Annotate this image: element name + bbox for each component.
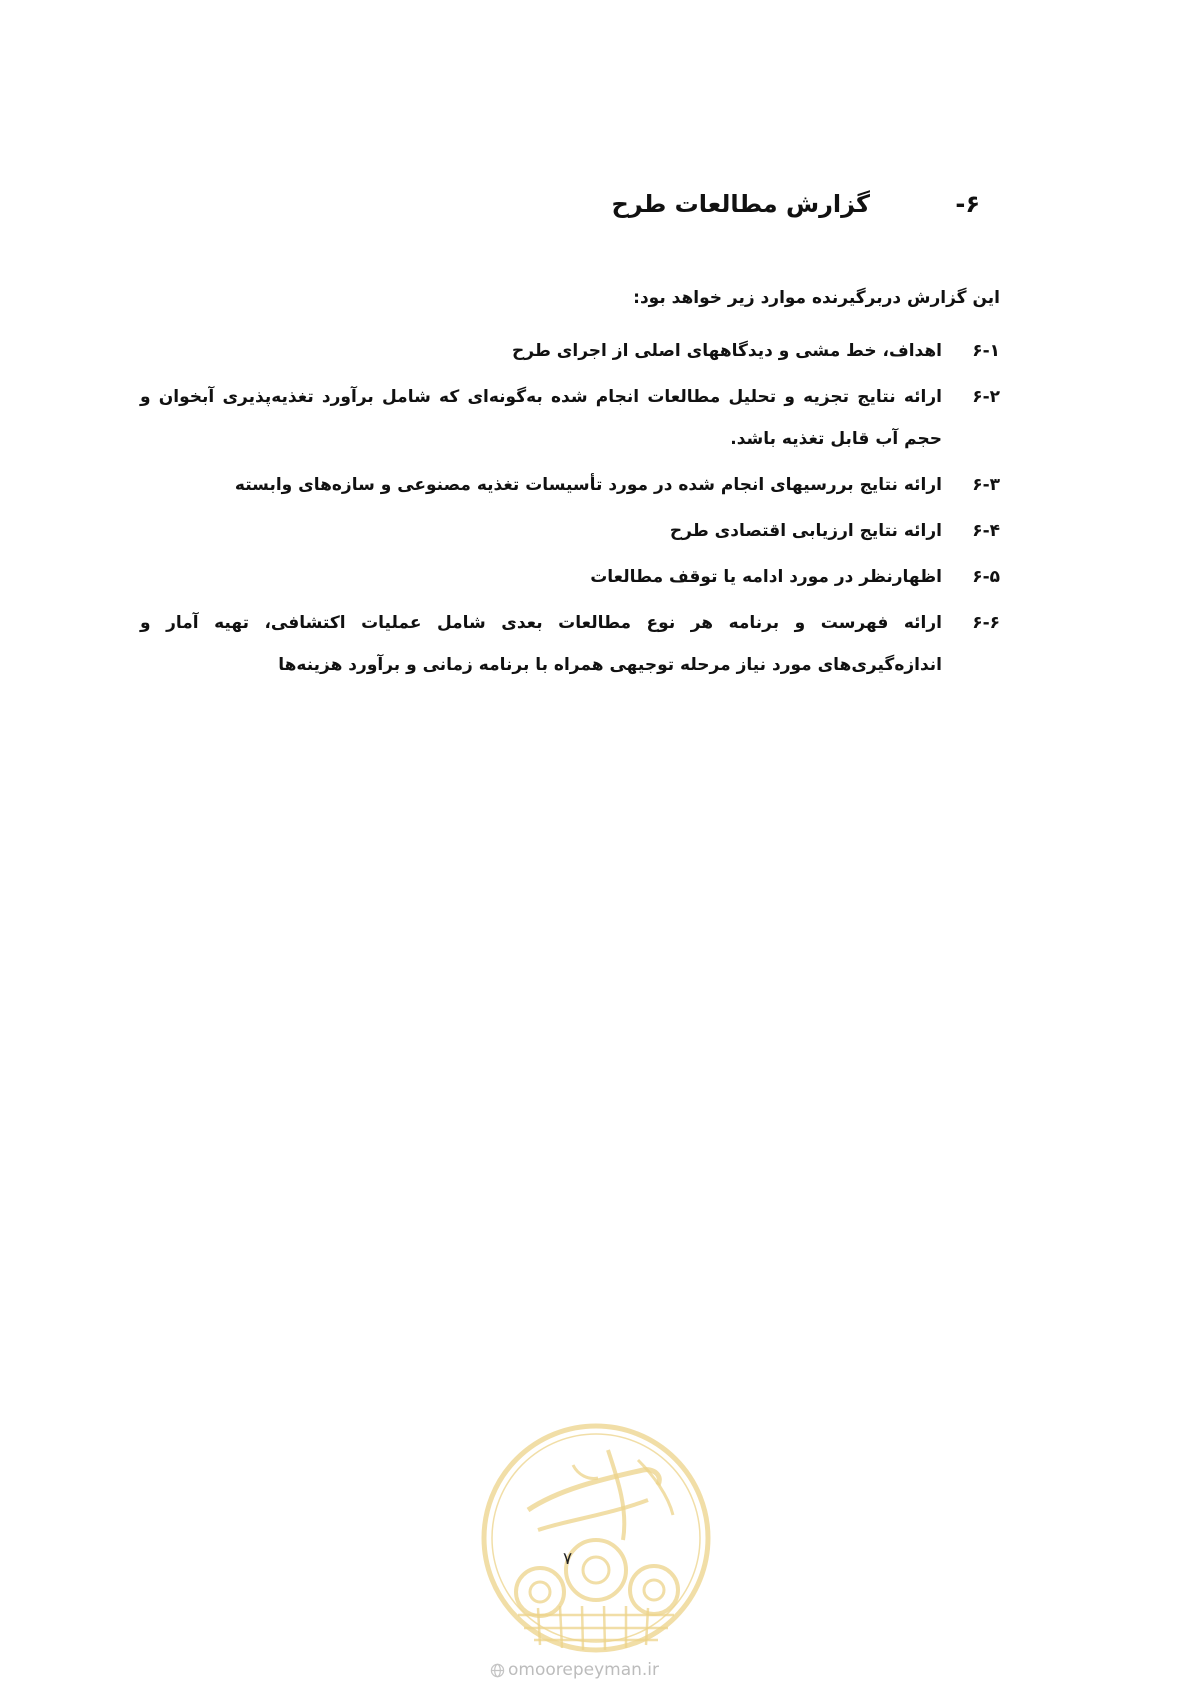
item-number: ۶-۲ [972, 387, 1000, 407]
watermark-seal-icon [478, 1420, 714, 1656]
page-number: ۷ [563, 1549, 573, 1569]
item-text: اظهارنظر در مورد ادامه یا توقف مطالعات [590, 567, 942, 587]
item-text: ارائه نتایج بررسیهای انجام شده در مورد تأسیسات تغذیه مصنوعی و سازه‌های وابسته [234, 475, 942, 495]
list-item [140, 464, 1000, 506]
list-item [140, 556, 1000, 598]
list-item [140, 376, 1000, 460]
item-text: ارائه نتایج تجزیه و تحلیل مطالعات انجام شده به‌گونه‌ای که شامل برآورد تغذیه‌پذیری آبخوان و حجم آب قابل تغذیه باشد. [140, 387, 942, 449]
item-text: ارائه نتایج ارزیابی اقتصادی طرح [669, 521, 942, 541]
intro-text: این گزارش دربرگیرنده موارد زیر خواهد بود: [633, 288, 1000, 308]
list-item [140, 602, 1000, 686]
item-number: ۶-۴ [972, 521, 1000, 541]
site-text: omoorepeyman.ir [508, 1660, 660, 1680]
section-title: گزارش مطالعات طرح [611, 190, 870, 218]
item-number: ۶-۵ [972, 567, 1000, 587]
list-item [140, 330, 1000, 372]
item-number: ۶-۳ [972, 475, 1000, 495]
globe-icon [490, 1663, 505, 1678]
items-list [140, 330, 1000, 690]
section-number: ۶- [955, 190, 980, 218]
item-text: ارائه فهرست و برنامه هر نوع مطالعات بعدی شامل عملیات اکتشافی، تهیه آمار و اندازه‌گیری‌های مورد نیاز مرحله توجیهی همراه با برنامه زمانی و برآورد هزینه‌ها [140, 613, 942, 675]
section-heading [611, 190, 980, 218]
item-number: ۶-۶ [972, 613, 1000, 633]
watermark-site [490, 1660, 659, 1680]
list-item [140, 510, 1000, 552]
item-text: اهداف، خط مشی و دیدگاههای اصلی از اجرای طرح [512, 341, 942, 361]
item-number: ۶-۱ [972, 341, 1000, 361]
